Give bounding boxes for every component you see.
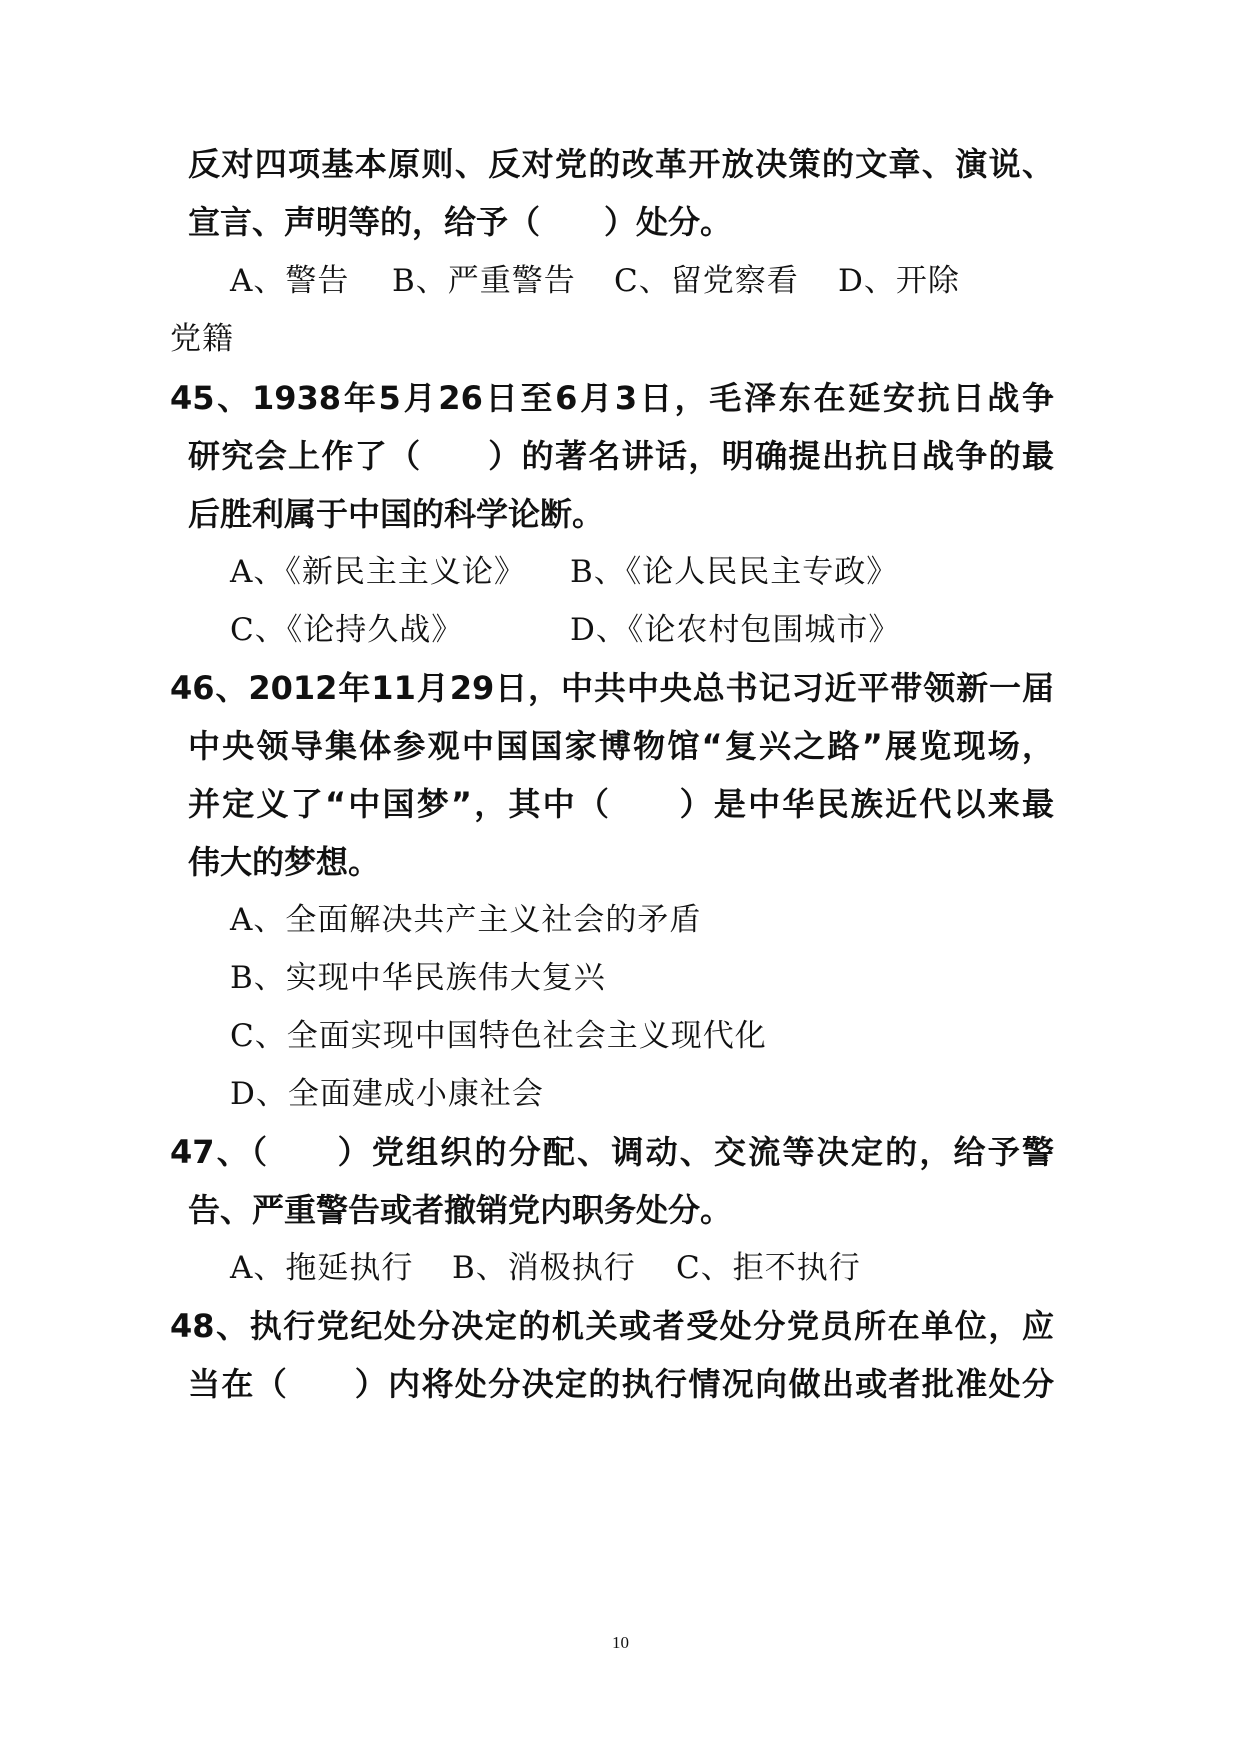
q48-text-line-2: 当在（ ）内将处分决定的执行情况向做出或者批准处分: [188, 1365, 1054, 1403]
q46-text-line-3: 并定义了“中国梦”，其中（ ）是中华民族近代以来最: [188, 785, 1054, 823]
q46-text-line-2: 中央领导集体参观中国国家博物馆“复兴之路”展览现场，: [188, 727, 1054, 765]
q44-option-b: B、严重警告: [392, 263, 576, 299]
q46-option-b: B、实现中华民族伟大复兴: [230, 960, 606, 996]
q47-option-b: B、消极执行: [452, 1250, 636, 1286]
q47-option-c: C、拒不执行: [676, 1250, 861, 1286]
q46-option-d: D、全面建成小康社会: [230, 1076, 544, 1112]
q45-option-d: D、《论农村包围城市》: [570, 612, 901, 648]
q47-text-line-1: 47、（ ）党组织的分配、调动、交流等决定的，给予警: [170, 1133, 1054, 1171]
q44-text-line-2: 宣言、声明等的，给予（ ）处分。: [188, 203, 733, 241]
q45-text-line-1: 45、1938年5月26日至6月3日，毛泽东在延安抗日战争: [170, 379, 1054, 417]
q48-text-line-1: 48、执行党纪处分决定的机关或者受处分党员所在单位，应: [170, 1307, 1054, 1345]
q46-option-a: A、全面解决共产主义社会的矛盾: [230, 902, 702, 938]
q44-option-c: C、留党察看: [614, 263, 799, 299]
q46-option-c: C、全面实现中国特色社会主义现代化: [230, 1018, 767, 1054]
q45-option-c: C、《论持久战》: [230, 612, 464, 648]
page-number: 10: [612, 1633, 629, 1652]
q46-text-line-1: 46、2012年11月29日，中共中央总书记习近平带领新一届: [170, 669, 1054, 707]
q44-option-a: A、警告: [230, 263, 350, 299]
q44-option-d-continued: 党籍: [170, 321, 234, 357]
q45-text-line-2: 研究会上作了（ ）的著名讲话，明确提出抗日战争的最: [188, 437, 1054, 475]
q47-text-line-2: 告、严重警告或者撤销党内职务处分。: [188, 1191, 733, 1229]
q44-text-line-1: 反对四项基本原则、反对党的改革开放决策的文章、演说、: [188, 145, 1054, 183]
q47-option-a: A、拖延执行: [230, 1250, 414, 1286]
q45-option-b: B、《论人民民主专政》: [570, 554, 899, 590]
q44-option-d: D、开除: [838, 263, 960, 299]
q45-text-line-3: 后胜利属于中国的科学论断。: [188, 495, 605, 533]
q46-text-line-4: 伟大的梦想。: [188, 843, 381, 881]
q45-option-a: A、《新民主主义论》: [230, 554, 526, 590]
